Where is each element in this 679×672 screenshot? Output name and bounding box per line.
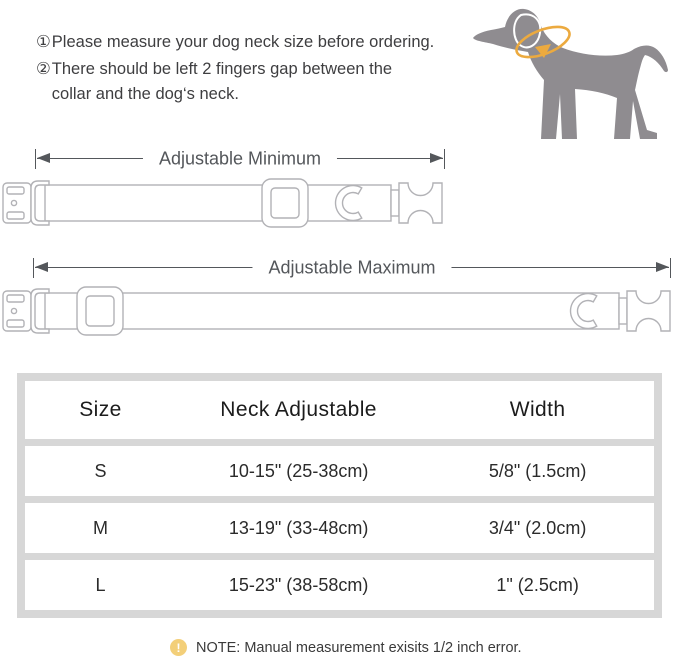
dimension-tick-right: [444, 149, 445, 169]
cell-neck-l: 15-23" (38-58cm): [228, 574, 369, 595]
metal-buckle-tab-bottom: [7, 212, 24, 219]
size-table: [17, 373, 662, 618]
metal-buckle-hole: [11, 200, 16, 205]
arrow-left-icon: [37, 153, 50, 163]
table-row-m: [25, 503, 654, 553]
arrow-left-icon: [35, 262, 48, 272]
instruction-2-line1: There should be left 2 fingers gap between the: [51, 59, 393, 78]
buckle-neck: [619, 298, 627, 324]
dimension-tick-right: [670, 258, 671, 278]
arrow-right-icon: [656, 262, 669, 272]
instruction-2-line2: collar and the dog‘s neck.: [51, 84, 239, 103]
note-text: NOTE: Manual measurement exisits 1/2 inch error.: [196, 639, 522, 656]
collar-diagram-minimum: [1, 176, 445, 230]
instruction-item-1: [36, 30, 476, 55]
circled-1-marker: ①: [36, 33, 51, 51]
table-row-s: [25, 446, 654, 496]
buckle-male-icon: [627, 291, 670, 331]
col-header-neck-adjustable: Neck Adjustable: [220, 398, 377, 421]
col-header-width: Width: [509, 398, 566, 421]
dimension-minimum: [35, 148, 445, 170]
metal-buckle-tab-top: [7, 187, 24, 194]
cell-size-l: L: [95, 574, 106, 595]
table-row-l: [25, 560, 654, 610]
cell-neck-s: 10-15" (25-38cm): [228, 460, 369, 481]
buckle-male-icon: [399, 183, 442, 223]
dog-eye: [491, 23, 497, 29]
cell-neck-m: 13-19" (33-48cm): [228, 517, 369, 538]
slider-buckle-window: [86, 296, 114, 326]
dog-illustration: [461, 2, 675, 152]
instruction-1-text: Please measure your dog neck size before ordering.: [51, 33, 435, 51]
cell-width-l: 1" (2.5cm): [496, 574, 579, 595]
circled-2-marker: ②: [36, 59, 51, 78]
dimension-maximum: [33, 257, 671, 279]
instruction-2-text: [52, 57, 392, 107]
metal-buckle-tab-top: [7, 295, 24, 302]
exclamation-circle-icon: !: [170, 639, 187, 656]
cell-width-m: 3/4" (2.0cm): [488, 517, 587, 538]
cell-width-s: 5/8" (1.5cm): [488, 460, 587, 481]
cell-size-s: S: [94, 460, 107, 481]
slider-buckle-window: [271, 188, 299, 218]
buckle-neck: [391, 190, 399, 216]
cell-size-m: M: [92, 517, 108, 538]
size-table-header-row: [25, 381, 654, 439]
col-header-size: Size: [79, 398, 122, 421]
arrow-right-icon: [430, 153, 443, 163]
instructions-block: [36, 30, 476, 108]
dimension-maximum-label: Adjustable Maximum: [252, 258, 451, 279]
dog-silhouette-icon: [461, 2, 675, 152]
instruction-item-2: [36, 57, 476, 107]
collar-diagram-maximum: [1, 284, 672, 338]
collar-strap: [45, 293, 619, 329]
dimension-minimum-label: Adjustable Minimum: [143, 149, 337, 170]
metal-buckle-tab-bottom: [7, 320, 24, 327]
note: [170, 639, 522, 656]
metal-buckle-hole: [11, 308, 16, 313]
